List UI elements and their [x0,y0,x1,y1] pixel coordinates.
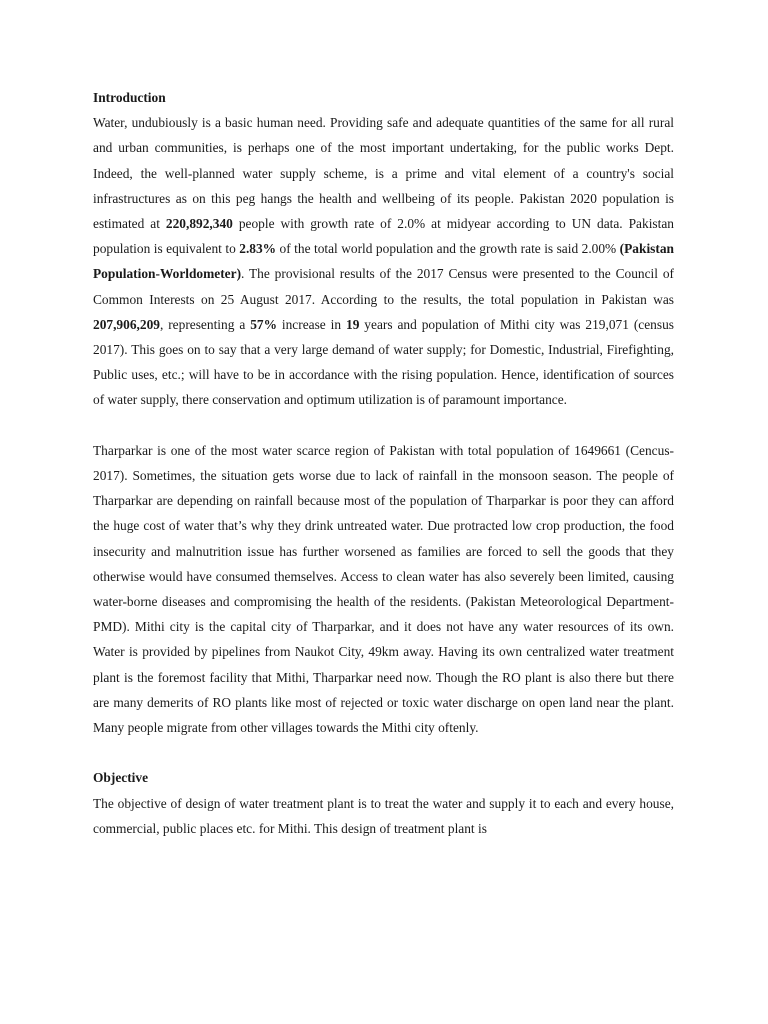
introduction-paragraph [93,110,674,412]
intro-text-1: Water, undubiously is a basic human need. Providing safe and adequate quantities of the same for all rural and urban communities, is perhaps one of the most important undertaking, for the public works Dept. Indeed, the well-planned water supply scheme, is a prime and vital element of a country's social infrastructures as on this peg hangs the health and wellbeing of its people. Pakistan 2020 population is estimated at [93,115,674,232]
intro-text-3: of the total world population and the growth rate is said 2.00% [276,241,620,257]
intro-bold-years: 19 [346,316,360,332]
objective-heading: Objective [93,770,149,786]
intro-text-4: . The provisional results of the 2017 Census were presented to the Council of Common Interests on 25 August 2017. According to the results, the total population in Pakistan was [93,266,674,307]
tharparkar-paragraph: Tharparkar is one of the most water scarce region of Pakistan with total population of 1649661 (Cencus-2017). Sometimes, the situation gets worse due to lack of rainfall in the monsoon season. The people of Tharparkar are depending on rainfall because most of the population of Tharparkar is poor they can afford the huge cost of water that’s why they drink untreated water. Due protracted low crop production, the food insecurity and malnutrition issue has further worsened as families are forced to sell the goods that they otherwise would have consumed themselves. Access to clean water has also severely been limited, causing water-borne diseases and compromising the health of the residents. (Pakistan Meteorological Department-PMD). Mithi city is the capital city of Tharparkar, and it does not have any water resources of its own. Water is provided by pipelines from Naukot City, 49km away. Having its own centralized water treatment plant is the foremost facility that Mithi, Tharparkar need now. Though the RO plant is also there but there are many demerits of RO plants like most of rejected or toxic water discharge on open land near the plant. Many people migrate from other villages towards the Mithi city oftenly. [93,442,674,736]
intro-bold-population-2020: 220,892,340 [165,216,233,232]
intro-bold-source: (Pakistan Population-Worldometer) [93,241,674,282]
objective-paragraph: The objective of design of water treatment plant is to treat the water and supply it to each and every house, commercial, public places etc. for Mithi. This design of treatment plant is [93,795,674,836]
intro-text-6: increase in [276,316,346,332]
intro-bold-world-share: 2.83% [239,241,277,257]
intro-text-2: people with growth rate of 2.0% at midyear according to UN data. Pakistan population is equivalent to [93,216,674,257]
introduction-heading: Introduction [93,90,166,105]
document-page [93,85,674,841]
intro-bold-increase: 57% [250,316,277,332]
paragraph-spacer [93,413,674,438]
paragraph-spacer [93,740,674,765]
intro-bold-population-2017: 207,906,209 [93,316,160,332]
intro-text-5: , representing a [159,316,251,332]
intro-text-7: years and population of Mithi city was 219,071 (census 2017). This goes on to say that a very large demand of water supply; for Domestic, Industrial, Firefighting, Public uses, etc.; will have to be in accordance with the rising population. Hence, identification of sources of water supply, there conservation and optimum utilization is of paramount importance. [93,316,674,408]
